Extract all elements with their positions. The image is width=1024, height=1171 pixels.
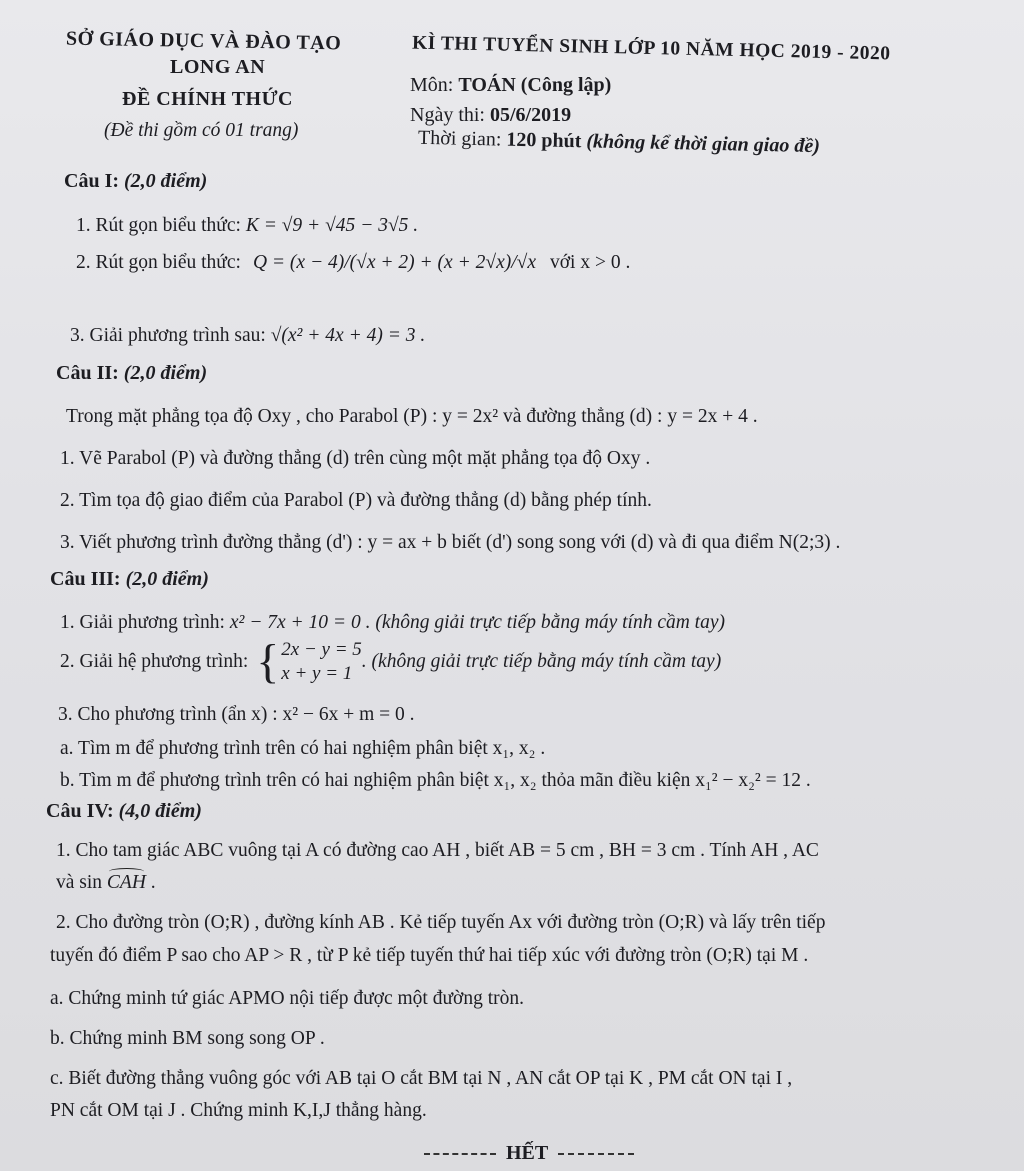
q1-2-expr: Q = (x − 4)/(√x + 2) + (x + 2√x)/√x [252, 252, 536, 273]
province-name: LONG AN [170, 56, 266, 78]
section-1-title [64, 170, 207, 193]
q3-2-note: . (không giải trực tiếp bằng máy tính cầm tay) [361, 651, 722, 672]
brace-glyph: { [256, 635, 280, 688]
pages-note: (Đề thi gồm có 01 trang) [104, 120, 299, 141]
exam-date [410, 104, 571, 127]
time-note: (không kể thời gian giao đề) [586, 130, 821, 158]
exam-subject [410, 74, 611, 97]
question-4-2b: b. Chứng minh BM song song OP . [50, 1028, 325, 1049]
section-3-points: (2,0 điểm) [125, 568, 209, 590]
end-dash-left [424, 1153, 496, 1155]
question-3-3b: b. Tìm m để phương trình trên có hai nghiệm phân biệt x₁, x₂ thỏa mãn điều kiện x₁² − x₂² = 12 . [60, 770, 811, 791]
question-2-3: 3. Viết phương trình đường thẳng (d') : y = ax + b biết (d') song song với (d) và đi qua điểm N(2;3) . [60, 532, 841, 553]
end-dash-right [558, 1153, 634, 1155]
q1-1-text: 1. Rút gọn biểu thức: [76, 215, 241, 236]
angle-cah: CAH [106, 872, 146, 893]
section-4-title [46, 800, 202, 823]
subject-label: Môn: [410, 74, 459, 96]
system-eq-1: 2x − y = 5 [281, 639, 362, 660]
end-label: HẾT [506, 1142, 549, 1164]
q1-3-expr: √(x² + 4x + 4) = 3 . [270, 325, 426, 346]
question-2-1: 1. Vẽ Parabol (P) và đường thẳng (d) trên cùng một mặt phẳng tọa độ Oxy . [60, 448, 651, 469]
question-3-2 [60, 635, 722, 688]
question-1-1 [76, 215, 418, 237]
question-4-2-line1: 2. Cho đường tròn (O;R) , đường kính AB . Kẻ tiếp tuyến Ax với đường tròn (O;R) và lấy trên tiếp [56, 912, 826, 933]
section-3-title [50, 568, 209, 591]
q1-2-cond: với x > 0 . [550, 252, 631, 273]
question-4-2a: a. Chứng minh tứ giác APMO nội tiếp được một đường tròn. [50, 988, 524, 1009]
q4-1-suffix: . [145, 872, 156, 893]
exam-title: KÌ THI TUYỂN SINH LỚP 10 NĂM HỌC 2019 - 2020 [411, 32, 891, 65]
time-label: Thời gian: [417, 126, 507, 151]
q1-3-text: 3. Giải phương trình sau: [70, 325, 266, 346]
system-eq-2: x + y = 1 [281, 663, 353, 684]
question-3-1 [60, 612, 725, 634]
subject-value: TOÁN (Công lập) [458, 74, 612, 96]
section-2-label: Câu II: [56, 362, 119, 384]
section-3-label: Câu III: [50, 568, 121, 590]
question-4-2c-line1: c. Biết đường thẳng vuông góc với AB tại O cắt BM tại N , AN cắt OP tại K , PM cắt ON tại I , [50, 1068, 793, 1089]
section-4-points: (4,0 điểm) [118, 800, 202, 822]
question-4-1-line1: 1. Cho tam giác ABC vuông tại A có đường cao AH , biết AB = 5 cm , BH = 3 cm . Tính AH , AC [56, 840, 819, 861]
question-3-3a: a. Tìm m để phương trình trên có hai nghiệm phân biệt x₁, x₂ . [60, 738, 546, 759]
q1-1-expr: K = √9 + √45 − 3√5 . [245, 215, 419, 236]
q3-1-expr: x² − 7x + 10 = 0 . [229, 612, 371, 633]
department-name: SỞ GIÁO DỤC VÀ ĐÀO TẠO [65, 27, 342, 55]
q4-1-prefix: và sin [56, 872, 103, 893]
question-4-2c-line2: PN cắt OM tại J . Chứng minh K,I,J thẳng hàng. [50, 1100, 427, 1121]
question-4-1-line2 [56, 872, 156, 894]
end-marker [424, 1142, 634, 1165]
question-1-3 [70, 325, 425, 347]
q3-2-text: 2. Giải hệ phương trình: [60, 651, 249, 672]
exam-time [418, 127, 820, 158]
section-2-intro: Trong mặt phẳng tọa độ Oxy , cho Parabol (P) : y = 2x² và đường thẳng (d) : y = 2x + 4 . [66, 406, 758, 427]
section-4-label: Câu IV: [46, 800, 114, 822]
system-lines [281, 638, 362, 686]
q1-2-text: 2. Rút gọn biểu thức: [76, 252, 241, 273]
date-value: 05/6/2019 [490, 104, 572, 126]
question-3-3: 3. Cho phương trình (ẩn x) : x² − 6x + m = 0 . [58, 704, 415, 725]
section-2-title [56, 362, 207, 385]
section-1-label: Câu I: [64, 170, 120, 192]
equation-system [256, 635, 362, 688]
question-2-2: 2. Tìm tọa độ giao điểm của Parabol (P) và đường thẳng (d) bằng phép tính. [60, 490, 652, 511]
q3-1-text: 1. Giải phương trình: [60, 612, 225, 633]
question-1-2 [76, 252, 630, 274]
section-1-points: (2,0 điểm) [124, 170, 208, 192]
section-2-points: (2,0 điểm) [123, 362, 208, 384]
q3-1-note: (không giải trực tiếp bằng máy tính cầm tay) [375, 612, 725, 633]
question-4-2-line2: tuyến đó điểm P sao cho AP > R , từ P kẻ tiếp tuyến thứ hai tiếp xúc với đường tròn (O;R) tại M . [50, 945, 809, 966]
time-value: 120 phút [506, 128, 582, 153]
date-label: Ngày thi: [410, 104, 490, 126]
official-label: ĐỀ CHÍNH THỨC [122, 88, 293, 110]
